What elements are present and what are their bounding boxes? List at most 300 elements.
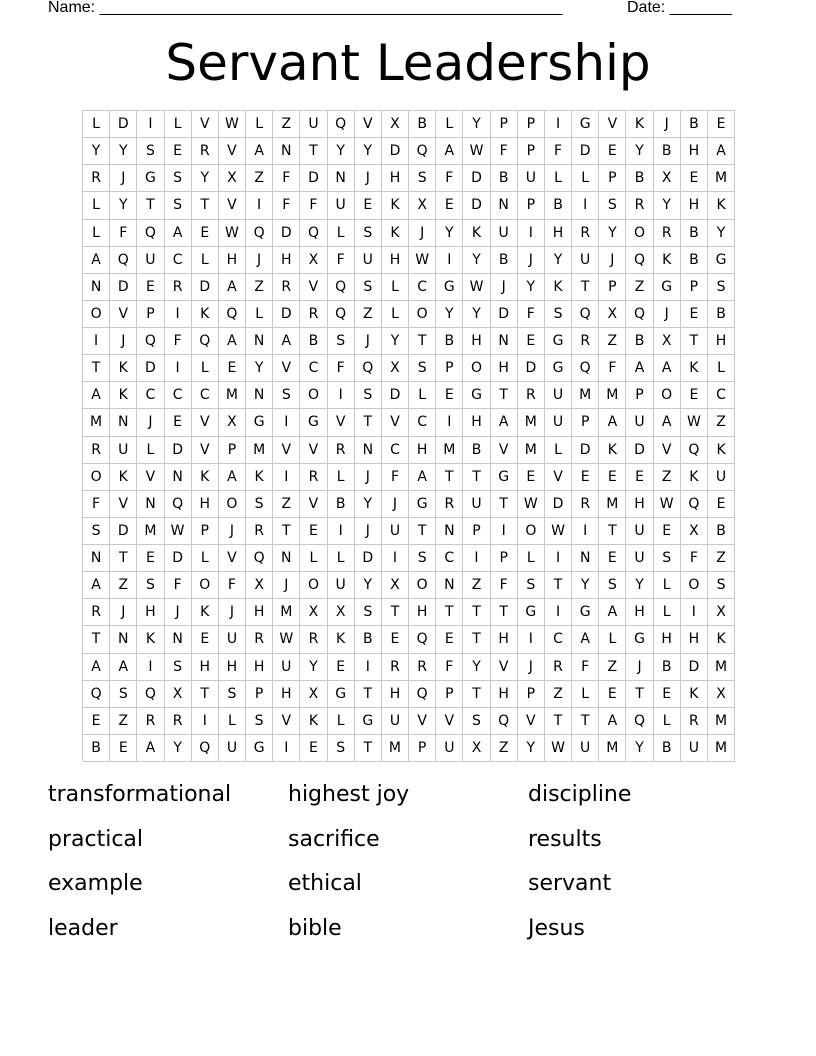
grid-letter: K <box>599 437 626 464</box>
grid-letter: U <box>436 735 463 762</box>
grid-letter: P <box>599 165 626 192</box>
grid-letter: A <box>165 220 192 247</box>
grid-letter: W <box>409 247 436 274</box>
grid-letter: O <box>409 301 436 328</box>
grid-letter: F <box>545 138 572 165</box>
grid-letter: E <box>572 464 599 491</box>
grid-letter: A <box>626 355 653 382</box>
grid-letter: T <box>382 599 409 626</box>
grid-letter: S <box>328 328 355 355</box>
grid-letter: L <box>654 708 681 735</box>
grid-letter: M <box>382 735 409 762</box>
grid-letter: Z <box>545 681 572 708</box>
grid-letter: Y <box>83 138 110 165</box>
grid-letter: Y <box>436 301 463 328</box>
grid-letter: J <box>355 518 382 545</box>
grid-letter: D <box>110 274 137 301</box>
grid-letter: E <box>137 545 164 572</box>
grid-letter: S <box>165 165 192 192</box>
grid-letter: F <box>681 545 708 572</box>
grid-letter: L <box>328 220 355 247</box>
grid-letter: E <box>300 735 327 762</box>
grid-letter: H <box>273 247 300 274</box>
grid-letter: T <box>355 681 382 708</box>
grid-letter: U <box>708 464 735 491</box>
grid-letter: R <box>572 328 599 355</box>
grid-letter: Z <box>599 328 626 355</box>
grid-letter: X <box>328 599 355 626</box>
grid-letter: I <box>491 518 518 545</box>
grid-row <box>83 708 735 735</box>
grid-letter: Q <box>626 301 653 328</box>
grid-letter: F <box>273 165 300 192</box>
grid-letter: J <box>273 572 300 599</box>
grid-letter: S <box>246 708 273 735</box>
grid-letter: V <box>300 274 327 301</box>
grid-letter: R <box>273 274 300 301</box>
grid-letter: F <box>165 328 192 355</box>
grid-letter: B <box>654 735 681 762</box>
grid-letter: L <box>192 247 219 274</box>
grid-letter: Y <box>110 138 137 165</box>
grid-letter: V <box>219 545 246 572</box>
grid-letter: J <box>165 599 192 626</box>
grid-letter: T <box>192 681 219 708</box>
grid-letter: B <box>708 518 735 545</box>
grid-letter: X <box>463 735 490 762</box>
grid-letter: K <box>110 355 137 382</box>
grid-letter: H <box>708 328 735 355</box>
grid-letter: R <box>300 626 327 653</box>
grid-letter: H <box>491 626 518 653</box>
grid-letter: U <box>681 735 708 762</box>
grid-letter: B <box>409 111 436 138</box>
grid-letter: T <box>83 626 110 653</box>
grid-letter: F <box>436 165 463 192</box>
grid-letter: N <box>110 626 137 653</box>
grid-letter: Q <box>246 545 273 572</box>
grid-letter: C <box>409 409 436 436</box>
grid-letter: Z <box>273 111 300 138</box>
grid-letter: L <box>572 681 599 708</box>
grid-row <box>83 274 735 301</box>
grid-letter: Y <box>545 247 572 274</box>
grid-letter: E <box>681 382 708 409</box>
grid-letter: R <box>137 708 164 735</box>
grid-letter: R <box>83 165 110 192</box>
grid-letter: Q <box>300 220 327 247</box>
grid-letter: H <box>681 138 708 165</box>
grid-letter: D <box>192 274 219 301</box>
grid-letter: W <box>165 518 192 545</box>
grid-letter: X <box>246 572 273 599</box>
grid-letter: T <box>110 545 137 572</box>
grid-letter: N <box>165 626 192 653</box>
grid-letter: D <box>463 165 490 192</box>
grid-letter: Q <box>137 328 164 355</box>
grid-letter: L <box>192 545 219 572</box>
grid-letter: O <box>409 572 436 599</box>
grid-letter: K <box>328 626 355 653</box>
grid-letter: T <box>436 599 463 626</box>
grid-letter: T <box>409 518 436 545</box>
grid-letter: L <box>654 572 681 599</box>
grid-letter: E <box>436 382 463 409</box>
grid-letter: M <box>246 437 273 464</box>
grid-letter: J <box>654 301 681 328</box>
grid-letter: U <box>355 247 382 274</box>
grid-letter: L <box>409 382 436 409</box>
grid-letter: Y <box>355 491 382 518</box>
grid-letter: F <box>491 138 518 165</box>
grid-letter: R <box>83 599 110 626</box>
grid-letter: W <box>463 274 490 301</box>
grid-letter: U <box>491 220 518 247</box>
grid-letter: I <box>192 708 219 735</box>
grid-letter: K <box>110 464 137 491</box>
grid-letter: X <box>708 681 735 708</box>
grid-letter: K <box>192 464 219 491</box>
grid-letter: M <box>137 518 164 545</box>
grid-letter: H <box>382 681 409 708</box>
grid-letter: Z <box>654 464 681 491</box>
grid-letter: C <box>708 382 735 409</box>
grid-row <box>83 464 735 491</box>
grid-letter: Z <box>246 165 273 192</box>
grid-letter: J <box>219 518 246 545</box>
grid-letter: P <box>518 111 545 138</box>
grid-letter: E <box>300 518 327 545</box>
grid-letter: I <box>518 220 545 247</box>
grid-letter: A <box>491 409 518 436</box>
grid-letter: S <box>654 545 681 572</box>
grid-letter: K <box>192 599 219 626</box>
grid-letter: S <box>137 572 164 599</box>
grid-letter: A <box>219 328 246 355</box>
grid-letter: G <box>328 681 355 708</box>
grid-letter: Y <box>626 138 653 165</box>
grid-letter: R <box>300 301 327 328</box>
grid-letter: W <box>518 491 545 518</box>
grid-letter: P <box>626 382 653 409</box>
grid-letter: A <box>83 654 110 681</box>
grid-letter: Z <box>626 274 653 301</box>
grid-letter: E <box>83 708 110 735</box>
grid-letter: P <box>436 355 463 382</box>
grid-letter: K <box>110 382 137 409</box>
grid-letter: D <box>382 382 409 409</box>
grid-letter: I <box>273 735 300 762</box>
grid-letter: M <box>599 382 626 409</box>
grid-letter: G <box>545 355 572 382</box>
grid-letter: J <box>409 220 436 247</box>
grid-letter: X <box>681 518 708 545</box>
grid-letter: N <box>436 518 463 545</box>
grid-row <box>83 382 735 409</box>
grid-letter: A <box>246 138 273 165</box>
grid-letter: R <box>518 382 545 409</box>
word-list-item: bible <box>288 915 342 941</box>
grid-letter: M <box>708 654 735 681</box>
grid-letter: I <box>545 599 572 626</box>
word-list-item: discipline <box>528 782 632 807</box>
grid-row <box>83 545 735 572</box>
grid-letter: G <box>708 247 735 274</box>
grid-letter: X <box>165 681 192 708</box>
grid-letter: T <box>463 681 490 708</box>
grid-letter: S <box>328 735 355 762</box>
grid-letter: R <box>654 220 681 247</box>
grid-letter: Y <box>436 220 463 247</box>
grid-letter: E <box>192 220 219 247</box>
grid-letter: N <box>273 545 300 572</box>
grid-letter: T <box>463 599 490 626</box>
grid-letter: P <box>518 138 545 165</box>
word-list-row <box>48 823 768 868</box>
grid-letter: J <box>219 599 246 626</box>
grid-letter: R <box>409 654 436 681</box>
grid-letter: D <box>572 138 599 165</box>
grid-letter: V <box>300 491 327 518</box>
grid-letter: Q <box>355 355 382 382</box>
grid-letter: G <box>137 165 164 192</box>
word-list-item: leader <box>48 915 118 941</box>
grid-letter: A <box>708 138 735 165</box>
grid-letter: P <box>192 518 219 545</box>
grid-letter: H <box>273 681 300 708</box>
grid-letter: J <box>518 654 545 681</box>
grid-letter: Y <box>382 328 409 355</box>
grid-letter: O <box>518 518 545 545</box>
grid-letter: E <box>708 491 735 518</box>
grid-letter: A <box>83 572 110 599</box>
grid-letter: H <box>463 409 490 436</box>
grid-letter: Y <box>572 572 599 599</box>
grid-letter: C <box>382 437 409 464</box>
grid-letter: X <box>599 301 626 328</box>
grid-letter: F <box>518 301 545 328</box>
word-list-item: servant <box>528 871 612 896</box>
grid-letter: Y <box>654 192 681 219</box>
grid-letter: A <box>83 247 110 274</box>
grid-letter: Y <box>300 654 327 681</box>
grid-letter: V <box>273 355 300 382</box>
grid-letter: U <box>572 735 599 762</box>
grid-letter: V <box>355 111 382 138</box>
grid-letter: Q <box>491 708 518 735</box>
grid-letter: V <box>192 409 219 436</box>
grid-letter: I <box>436 247 463 274</box>
grid-letter: E <box>110 735 137 762</box>
grid-letter: Z <box>463 572 490 599</box>
word-list-row <box>48 912 768 957</box>
grid-letter: F <box>382 464 409 491</box>
grid-letter: L <box>246 111 273 138</box>
word-list-item: example <box>48 871 143 896</box>
grid-letter: O <box>192 572 219 599</box>
grid-letter: S <box>409 355 436 382</box>
grid-letter: Q <box>137 681 164 708</box>
grid-letter: U <box>626 409 653 436</box>
grid-letter: D <box>110 111 137 138</box>
grid-letter: B <box>355 626 382 653</box>
grid-letter: U <box>626 518 653 545</box>
grid-letter: B <box>545 192 572 219</box>
word-list-item: practical <box>48 826 144 852</box>
grid-letter: M <box>219 382 246 409</box>
grid-letter: Y <box>355 138 382 165</box>
grid-letter: P <box>681 274 708 301</box>
grid-letter: H <box>382 165 409 192</box>
grid-letter: S <box>137 138 164 165</box>
grid-letter: L <box>382 274 409 301</box>
grid-letter: N <box>355 437 382 464</box>
grid-letter: I <box>273 409 300 436</box>
grid-letter: W <box>219 220 246 247</box>
grid-letter: V <box>273 437 300 464</box>
grid-letter: B <box>436 328 463 355</box>
grid-letter: I <box>572 518 599 545</box>
grid-letter: T <box>681 328 708 355</box>
grid-letter: E <box>328 654 355 681</box>
grid-row <box>83 138 735 165</box>
grid-letter: Y <box>518 274 545 301</box>
grid-letter: A <box>273 328 300 355</box>
grid-letter: I <box>518 626 545 653</box>
grid-letter: P <box>463 518 490 545</box>
grid-letter: B <box>491 165 518 192</box>
grid-row <box>83 654 735 681</box>
grid-letter: Z <box>599 654 626 681</box>
grid-letter: I <box>246 192 273 219</box>
grid-letter: N <box>572 545 599 572</box>
grid-row <box>83 491 735 518</box>
grid-letter: C <box>165 382 192 409</box>
grid-letter: T <box>83 355 110 382</box>
grid-letter: I <box>355 654 382 681</box>
grid-letter: S <box>708 572 735 599</box>
grid-letter: M <box>436 437 463 464</box>
grid-letter: E <box>518 328 545 355</box>
grid-letter: C <box>300 355 327 382</box>
grid-letter: B <box>83 735 110 762</box>
grid-letter: J <box>599 247 626 274</box>
grid-letter: Y <box>110 192 137 219</box>
grid-letter: I <box>436 409 463 436</box>
grid-letter: V <box>110 301 137 328</box>
grid-row <box>83 518 735 545</box>
grid-row <box>83 626 735 653</box>
grid-letter: X <box>382 572 409 599</box>
grid-letter: U <box>273 654 300 681</box>
grid-letter: V <box>382 409 409 436</box>
grid-letter: P <box>436 681 463 708</box>
grid-letter: H <box>137 599 164 626</box>
grid-letter: Q <box>626 708 653 735</box>
grid-letter: J <box>355 328 382 355</box>
word-search-grid <box>82 110 735 761</box>
grid-letter: S <box>110 681 137 708</box>
grid-row <box>83 355 735 382</box>
grid-letter: R <box>328 437 355 464</box>
word-list-item: ethical <box>288 871 362 896</box>
grid-letter: O <box>300 382 327 409</box>
grid-letter: A <box>83 382 110 409</box>
grid-letter: V <box>491 437 518 464</box>
grid-letter: L <box>300 545 327 572</box>
grid-letter: U <box>382 518 409 545</box>
page-title: Servant Leadership <box>165 34 651 92</box>
grid-letter: O <box>300 572 327 599</box>
grid-letter: G <box>572 111 599 138</box>
grid-letter: D <box>681 654 708 681</box>
grid-letter: Q <box>83 681 110 708</box>
grid-letter: N <box>246 382 273 409</box>
grid-letter: P <box>599 274 626 301</box>
grid-letter: L <box>83 220 110 247</box>
grid-letter: J <box>382 491 409 518</box>
grid-letter: U <box>382 708 409 735</box>
grid-row <box>83 328 735 355</box>
grid-letter: H <box>246 599 273 626</box>
grid-letter: O <box>626 220 653 247</box>
grid-letter: X <box>654 328 681 355</box>
grid-letter: T <box>491 491 518 518</box>
grid-letter: R <box>165 708 192 735</box>
name-field-label: Name: ____________________________________________________ <box>48 0 563 16</box>
grid-letter: D <box>273 301 300 328</box>
grid-letter: T <box>355 409 382 436</box>
grid-letter: Y <box>463 301 490 328</box>
grid-letter: Q <box>110 247 137 274</box>
grid-letter: S <box>355 599 382 626</box>
grid-letter: Q <box>328 111 355 138</box>
grid-letter: L <box>599 626 626 653</box>
grid-letter: P <box>137 301 164 328</box>
grid-letter: J <box>626 654 653 681</box>
grid-letter: G <box>246 409 273 436</box>
grid-letter: U <box>463 491 490 518</box>
grid-letter: D <box>165 545 192 572</box>
grid-letter: N <box>491 328 518 355</box>
grid-letter: G <box>300 409 327 436</box>
grid-letter: V <box>491 654 518 681</box>
grid-letter: F <box>436 654 463 681</box>
grid-letter: A <box>137 735 164 762</box>
grid-letter: R <box>165 274 192 301</box>
grid-letter: K <box>545 274 572 301</box>
word-list-row <box>48 778 768 823</box>
grid-letter: T <box>545 708 572 735</box>
word-list-item: transformational <box>48 782 232 807</box>
grid-letter: H <box>192 654 219 681</box>
grid-letter: U <box>545 382 572 409</box>
grid-letter: N <box>110 409 137 436</box>
grid-letter: J <box>246 247 273 274</box>
grid-letter: D <box>626 437 653 464</box>
grid-letter: T <box>409 328 436 355</box>
grid-letter: Y <box>463 654 490 681</box>
grid-letter: T <box>355 735 382 762</box>
grid-letter: B <box>328 491 355 518</box>
grid-letter: C <box>409 274 436 301</box>
grid-letter: U <box>110 437 137 464</box>
grid-letter: K <box>708 626 735 653</box>
grid-letter: Q <box>626 247 653 274</box>
grid-letter: C <box>545 626 572 653</box>
grid-letter: N <box>491 192 518 219</box>
grid-letter: R <box>572 491 599 518</box>
